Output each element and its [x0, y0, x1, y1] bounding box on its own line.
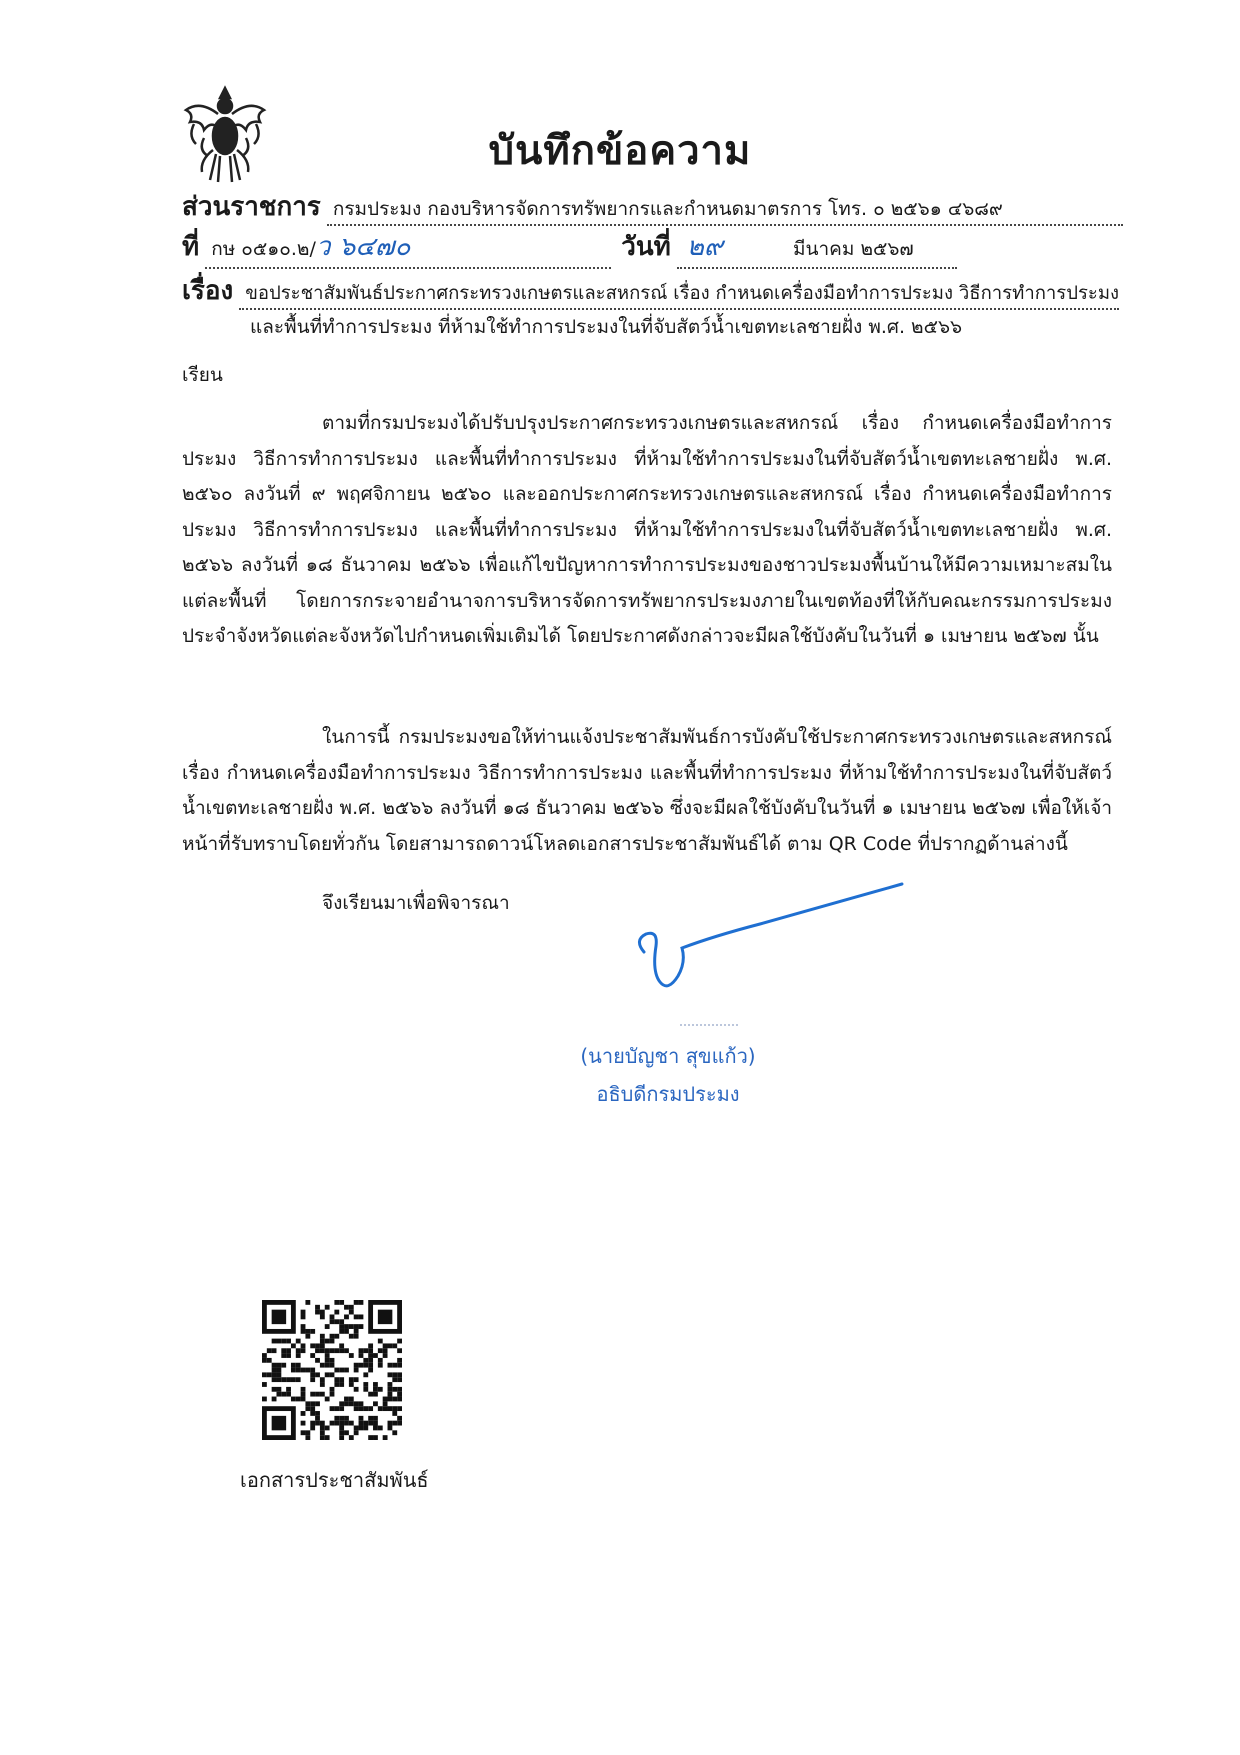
subject-label: เรื่อง	[182, 276, 234, 306]
page-title: บันทึกข้อความ	[488, 128, 752, 174]
qr-code-icon[interactable]	[262, 1300, 402, 1440]
subject-line1: ขอประชาสัมพันธ์ประกาศกระทรวงเกษตรและสหกรณ์ เรื่อง กำหนดเครื่องมือทำการประมง วิธีการทำการประมง	[239, 279, 1119, 310]
reference-value: กษ ๐๕๑๐.๒/	[211, 238, 316, 260]
reference-row	[182, 226, 957, 269]
reference-field	[205, 226, 611, 269]
salutation: เรียน	[182, 364, 223, 386]
reference-label: ที่	[182, 232, 200, 262]
closing-line: จึงเรียนมาเพื่อพิจารณา	[322, 892, 510, 914]
signatory-position: อธิบดีกรมประมง	[596, 1082, 740, 1106]
signature-icon	[620, 870, 920, 1030]
department-value: กรมประมง กองบริหารจัดการทรัพยากรและกำหนดมาตรการ โทร. ๐ ๒๕๖๑ ๔๖๘๙	[327, 194, 1123, 226]
reference-handwritten: ว ๖๔๗๐	[315, 232, 411, 262]
qr-caption: เอกสารประชาสัมพันธ์	[240, 1468, 429, 1492]
body-paragraph-1: ตามที่กรมประมงได้ปรับปรุงประกาศกระทรวงเกษตรและสหกรณ์ เรื่อง กำหนดเครื่องมือทำการประมง วิธีการทำการประมง และพื้นที่ทำการประมง ที่ห้ามใช้ทำการประมงในที่จับสัตว์น้ำเขตทะเลชายฝั่ง พ.ศ. ๒๕๖๐ ลงวันที่ ๙ พฤศจิกายน ๒๕๖๐ และออกประกาศกระทรวงเกษตรและสหกรณ์ เรื่อง กำหนดเครื่องมือทำการประมง วิธีการทำการประมง และพื้นที่ทำการประมง ที่ห้ามใช้ทำการประมงในที่จับสัตว์น้ำเขตทะเลชายฝั่ง พ.ศ. ๒๕๖๖ ลงวันที่ ๑๘ ธันวาคม ๒๕๖๖ เพื่อแก้ไขปัญหาการทำการประมงของชาวประมงพื้นบ้านให้มีความเหมาะสมในแต่ละพื้นที่ โดยการกระจายอำนาจการบริหารจัดการทรัพยากรประมงภายในเขตท้องที่ให้กับคณะกรรมการประมงประจำจังหวัดแต่ละจังหวัดไปกำหนดเพิ่มเติมได้ โดยประกาศดังกล่าวจะมีผลใช้บังคับในวันที่ ๑ เมษายน ๒๕๖๗ นั้น	[182, 412, 1112, 647]
subject-line2: และพื้นที่ทำการประมง ที่ห้ามใช้ทำการประมงในที่จับสัตว์น้ำเขตทะเลชายฝั่ง พ.ศ. ๒๕๖๖	[250, 316, 963, 338]
date-field	[677, 226, 957, 269]
date-label: วันที่	[621, 232, 671, 262]
signatory-name: (นายบัญชา สุขแก้ว)	[580, 1044, 756, 1068]
date-day-handwritten: ๒๙	[686, 232, 723, 262]
body-paragraph-2: ในการนี้ กรมประมงขอให้ท่านแจ้งประชาสัมพันธ์การบังคับใช้ประกาศกระทรวงเกษตรและสหกรณ์ เรื่อง กำหนดเครื่องมือทำการประมง วิธีการทำการประมง และพื้นที่ทำการประมง ที่ห้ามใช้ทำการประมงในที่จับสัตว์น้ำเขตทะเลชายฝั่ง พ.ศ. ๒๕๖๖ ลงวันที่ ๑๘ ธันวาคม ๒๕๖๖ ซึ่งจะมีผลใช้บังคับในวันที่ ๑ เมษายน ๒๕๖๗ เพื่อให้เจ้าหน้าที่รับทราบโดยทั่วกัน โดยสามารถดาวน์โหลดเอกสารประชาสัมพันธ์ได้ ตาม QR Code ที่ปรากฏด้านล่างนี้	[182, 726, 1112, 855]
subject-row	[182, 270, 1119, 311]
department-row	[182, 186, 1123, 227]
date-month-year: มีนาคม ๒๕๖๗	[792, 238, 914, 260]
department-label: ส่วนราชการ	[182, 192, 321, 222]
